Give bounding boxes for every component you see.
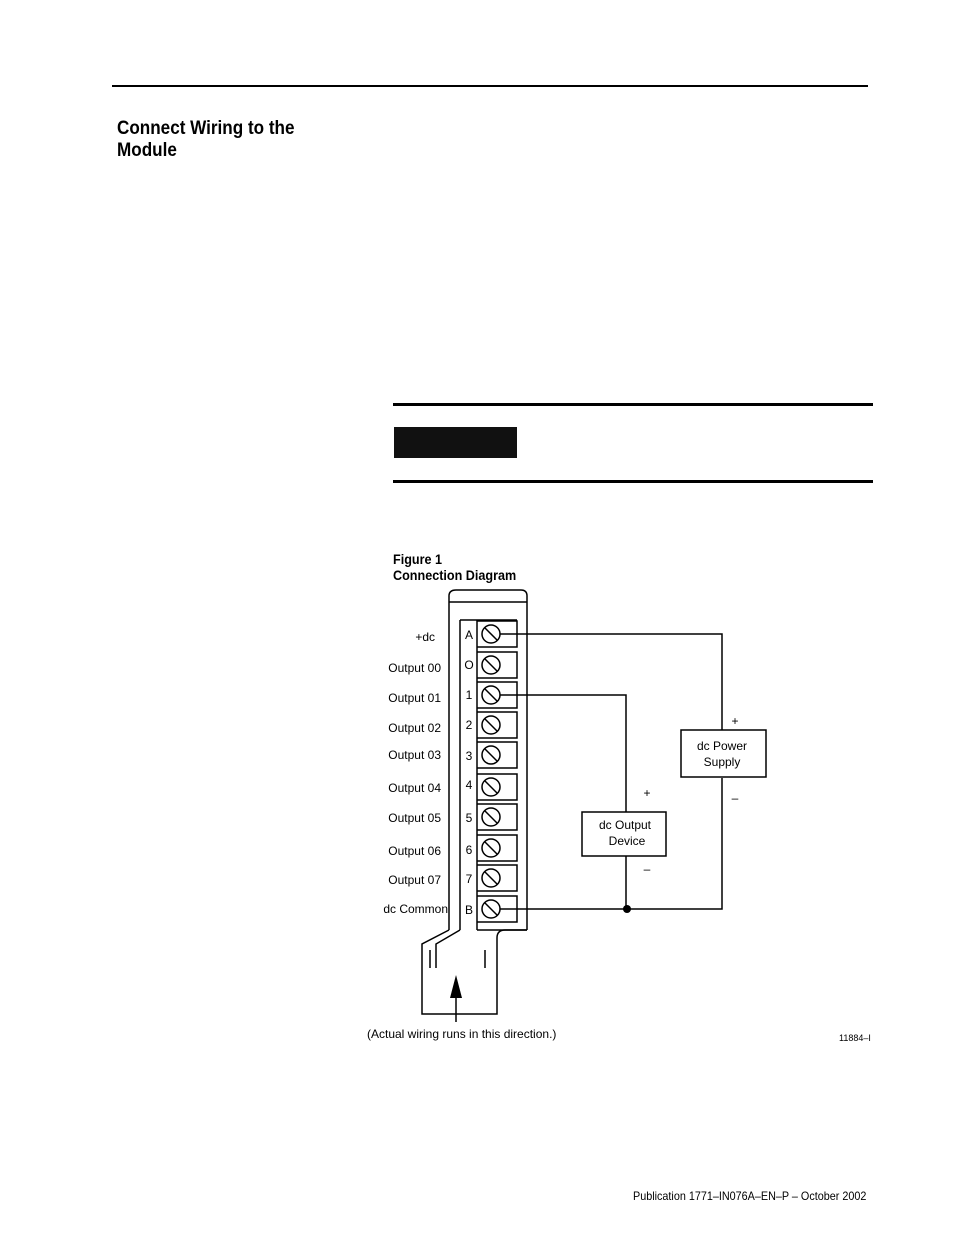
terminal-screw-slot (485, 872, 497, 884)
power-supply-minus: – (731, 791, 739, 805)
terminal-slot (477, 712, 517, 738)
terminal-letter: 4 (465, 778, 473, 792)
terminal-screw-slot (485, 749, 497, 761)
terminal-letter: 7 (465, 872, 473, 886)
power-supply-box (681, 730, 766, 777)
terminal-label: Output 02 (388, 721, 441, 735)
terminal-letter: O (464, 658, 474, 672)
footer-publication: Publication 1771–IN076A–EN–P – October 2002 (633, 1189, 867, 1203)
terminal-screw-slot (485, 842, 497, 854)
power-supply-label-2: Supply (703, 755, 741, 769)
direction-arrow-head (450, 975, 462, 998)
figure-title: Connection Diagram (393, 567, 517, 583)
wire-plus-dc (500, 634, 722, 730)
terminal-screw-slot (485, 903, 497, 915)
power-supply-label-1: dc Power (696, 739, 748, 753)
terminal-label: +dc (415, 630, 435, 644)
terminal-screw-slot (485, 628, 497, 640)
terminal-screw-slot (485, 719, 497, 731)
terminal-letter: 3 (465, 749, 473, 763)
terminal-letter: B (464, 903, 474, 917)
terminal-screw-slot (485, 781, 497, 793)
terminal-slot (477, 742, 517, 768)
section-heading-line1: Connect Wiring to the (117, 118, 295, 139)
terminal-slot (477, 835, 517, 861)
terminal-slot (477, 804, 517, 830)
wire-junction-dot (623, 905, 631, 913)
terminal-label: Output 06 (388, 844, 441, 858)
terminal-slot (477, 774, 517, 800)
terminal-label: Output 03 (388, 748, 441, 762)
terminal-label: Output 00 (388, 661, 441, 675)
terminal-letter: 1 (465, 688, 473, 702)
wiring-direction-note: (Actual wiring runs in this direction.) (367, 1027, 557, 1041)
output-device-minus: – (643, 862, 651, 876)
connector-housing-top (449, 590, 527, 602)
terminal-slot (477, 865, 517, 891)
figure-id: 11884–I (839, 1033, 871, 1043)
terminal-letter: 2 (465, 718, 473, 732)
output-device-plus: + (643, 786, 651, 800)
terminal-label: dc Common (383, 902, 448, 916)
terminal-screw-slot (485, 689, 497, 701)
wire-output-01 (500, 695, 626, 812)
terminal-label: Output 04 (388, 781, 441, 795)
terminal-letter: 6 (465, 843, 473, 857)
terminal-label: Output 05 (388, 811, 441, 825)
output-device-label-1: dc Output (598, 818, 652, 832)
terminal-letter: 5 (465, 811, 473, 825)
terminal-screw-slot (485, 659, 497, 671)
terminal-label: Output 01 (388, 691, 441, 705)
figure-number: Figure 1 (393, 551, 443, 567)
terminal-label: Output 07 (388, 873, 441, 887)
terminal-letter: A (464, 628, 474, 642)
section-heading-line2: Module (117, 140, 177, 161)
output-device-label-2: Device (608, 834, 646, 848)
terminal-slot (477, 652, 517, 678)
terminal-screw-slot (485, 811, 497, 823)
power-supply-plus: + (731, 714, 739, 728)
